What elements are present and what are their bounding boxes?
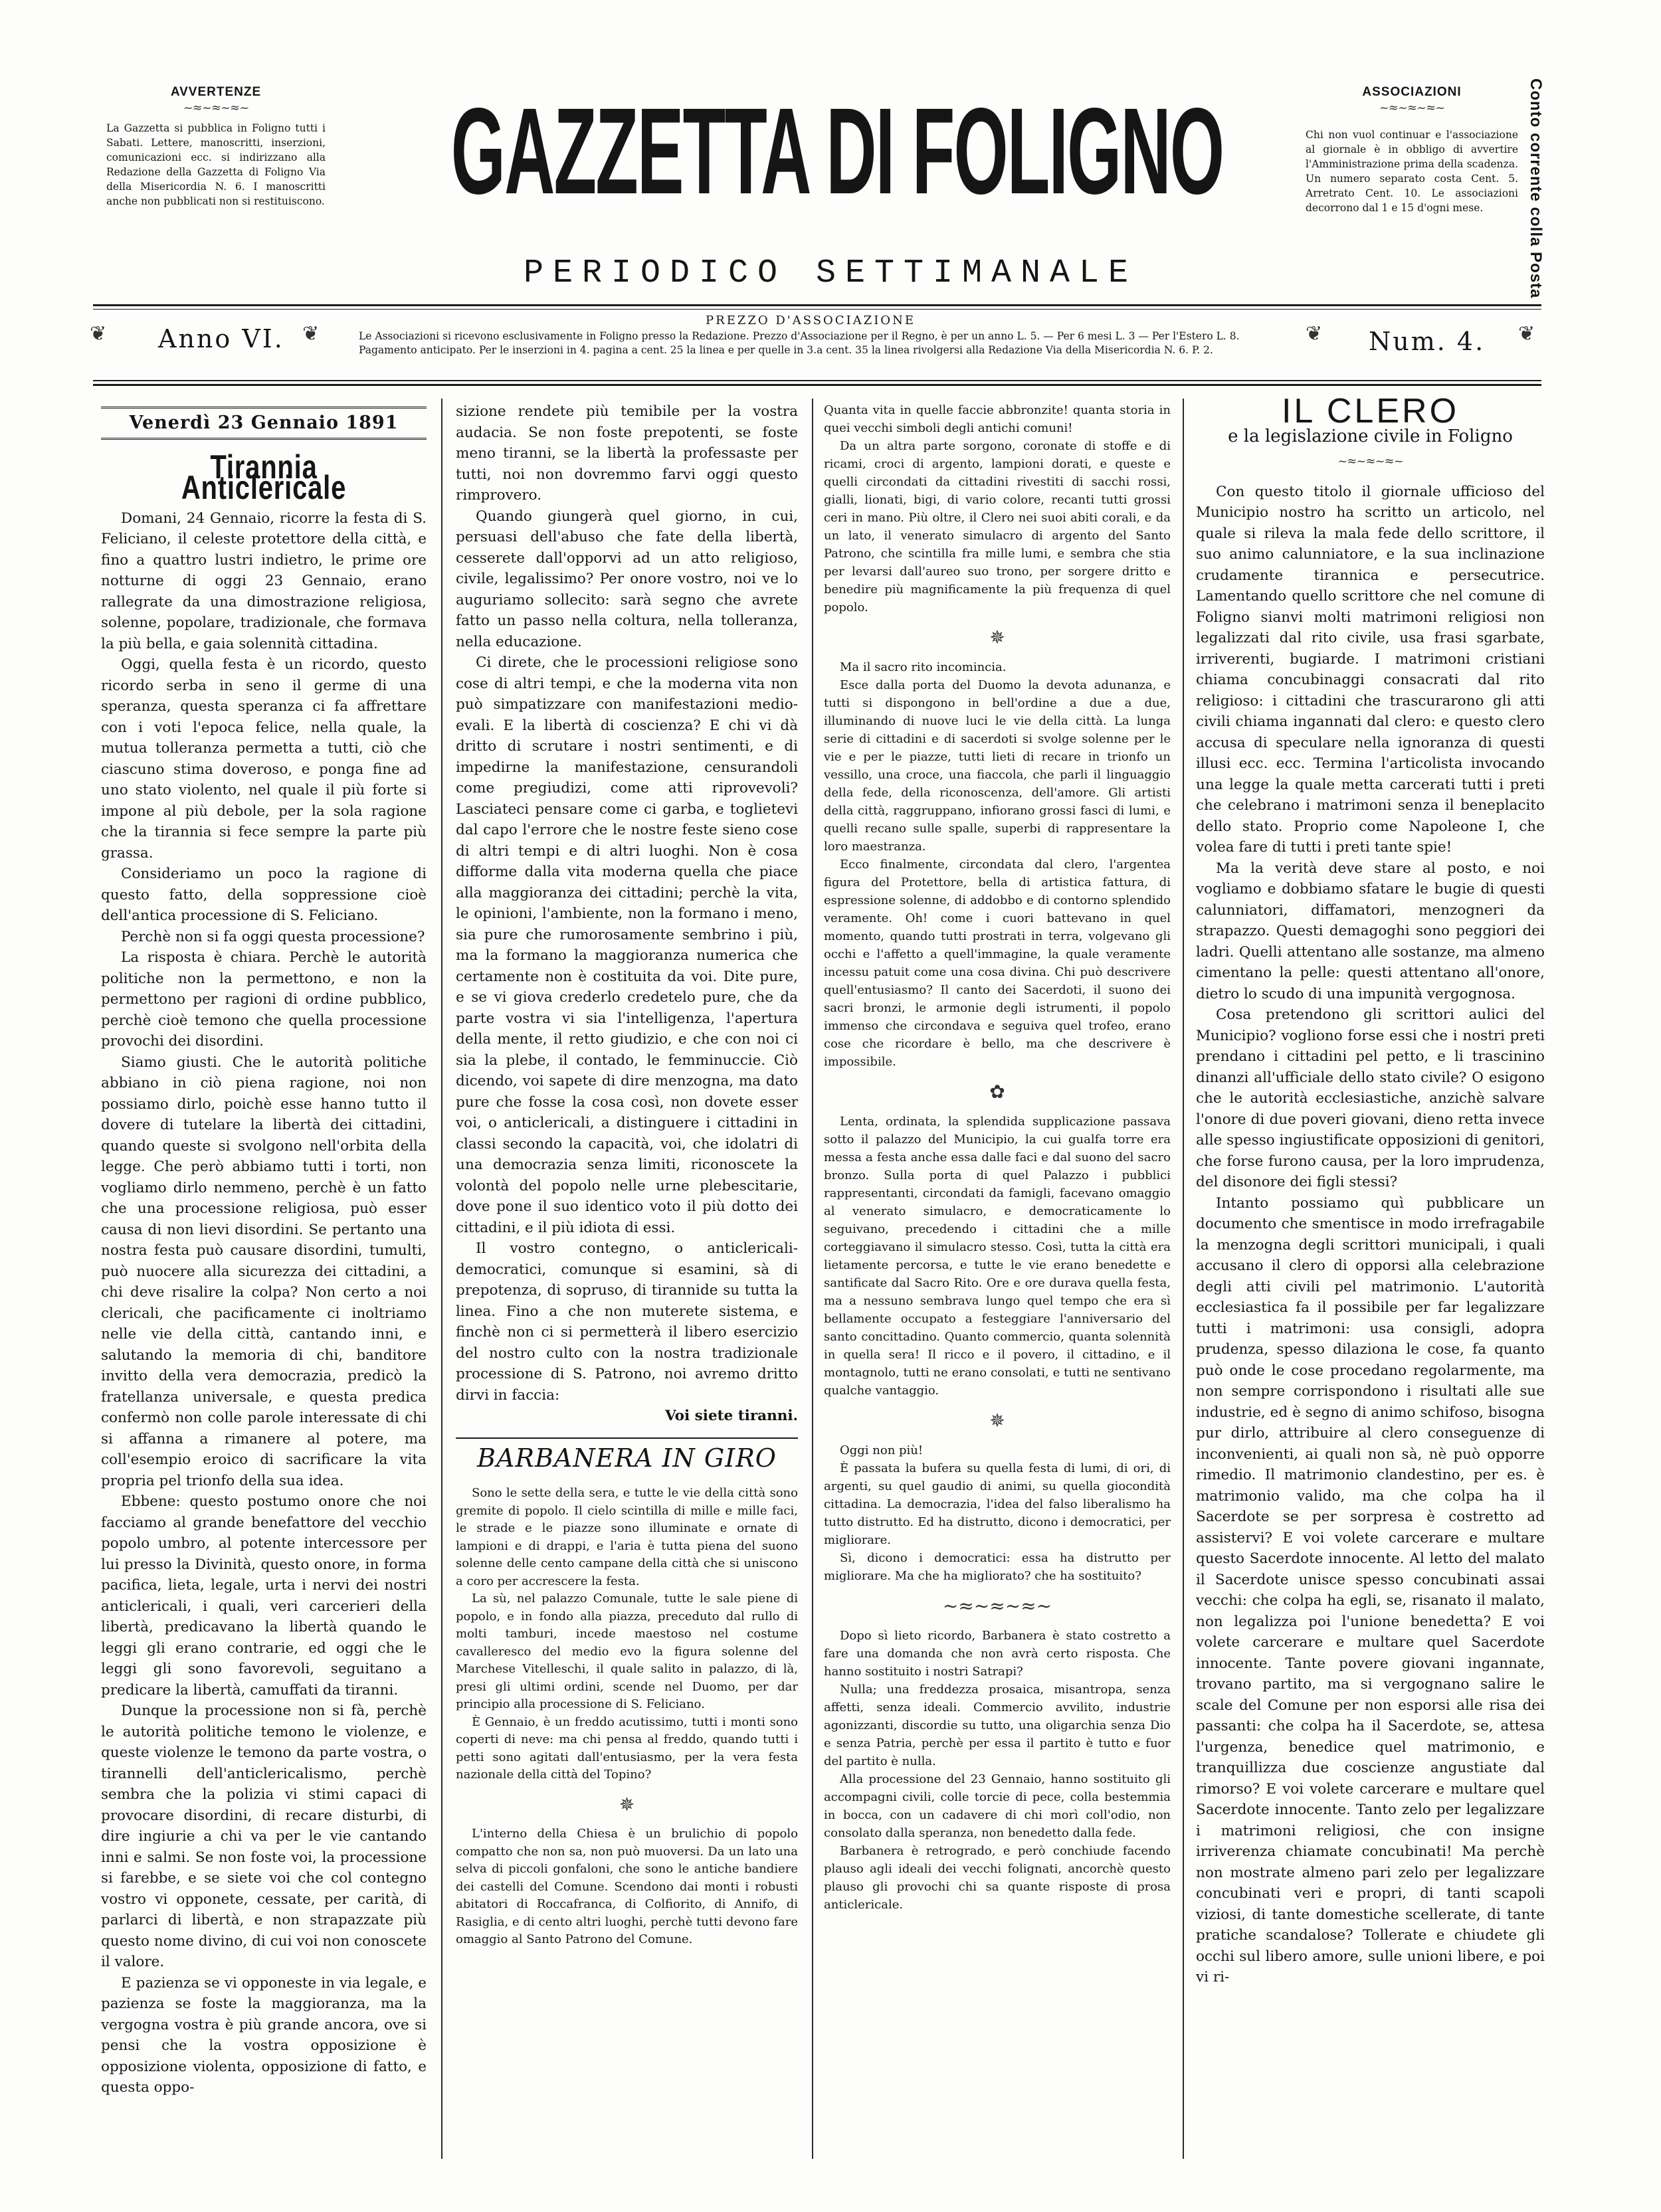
infobar-ornament-right: ❦ bbox=[1518, 322, 1535, 345]
paragraph: Intanto possiamo quì pubblicare un documento che smentisce in modo irrefragabile la menzogna degli scrittori municipali, i quali accusano il clero di opporsi alla celebrazione degli atti civili pel matrimonio. L'autorità ecclesiastica fa il possibile per far legalizzare tutti i matrimoni: usa consigli, adopra prudenza, spesso dilaziona le cose, fa quanto può onde le cose procedano regolarmente, ma non sempre corrispondono i risultati alle sue industrie, ed è segno di animo schifoso, bisogna pur dirlo, attribuire al clero conseguenze di inconvenienti, ai quali non sà, nè può opporre rimedio. Il matrimonio clandestino, per es. è matrimonio valido, ma che colpa ha il Sacerdote se per sorpresa è costretto ad assistervi? E voi volete carcerare e multare questo Sacerdote innocente. Al letto del malato il Sacerdote unisce spesso concubinati assai vecchi: che colpa ha egli, se, risanato il malato, non legalizza poi l'unione benedetta? E voi volete carcerare e multare quel Sacerdote innocente. Tante povere giovani ingannate, trovano partito, ma si vergognano salire le scale del Comune per non esporsi alle risa dei passanti: che colpa ha il Sacerdote, se, attesa l'urgenza, benedice quel matrimonio, e tranquillizza due coscienze angustiate dal rimorso? E voi volete carcerare e multare quel Sacerdote innocente. Tanto zelo per legalizzare i matrimoni religiosi, che con insigne irriverenza chiamate concubinati! Ma perchè non mostrate almeno pari zelo per legalizzare concubinati veri e propri, di tanti scapoli viziosi, di tante domestiche scellerate, di tante pratiche scandalose? Tollerate e chiudete gli occhi sul libero amore, sulle unioni libere, e poi vi ri- bbox=[1196, 1194, 1545, 1985]
avvertenze-heading: AVVERTENZE bbox=[170, 85, 262, 99]
infobar-ornament-right-2: ❦ bbox=[1306, 322, 1323, 345]
numero-label: Num. 4. bbox=[1369, 327, 1486, 356]
paragraph: Dunque la processione non si fà, perchè le autorità politiche temono le violenze, e queste violenze le temono da parte vostra, o tirannelli dell'anticlericalismo, perchè sembra che la polizia vi stimi capaci di provocare disordini, di recare disturbi, di dire ingiurie a chi va per le vie cantando inni e salmi. Se non foste voi, la processione si farebbe, e se siete voi che col contegno vostro vi opponete, cessate, per carità, di parlarci di libertà, e non strapazzate più questo nome divino, di cui voi non conoscete il valore. bbox=[101, 1703, 427, 1970]
paragraph: Da un altra parte sorgono, coronate di stoffe e di ricami, croci di argento, lampioni dorati, e queste e quelli circondati da cittadini rivestiti di sacchi rossi, gialli, lionati, bigi, di vario colore, recanti tutti grossi ceri in mano. Più oltre, il Clero nei suoi abiti corali, e da un lato, il venerato simulacro di argento del Santo Patrono, che scintilla fra mille lumi, e sembra che stia per levarsi dall'aureo suo trono, per sorgere dritto e benedire più magnificamente la più frequenza di quel popolo. bbox=[824, 439, 1171, 614]
paragraph: Consideriamo un poco la ragione di questo fatto, della soppressione cioè dell'antica processione di S. Feliciano. bbox=[101, 866, 427, 924]
associazioni-heading: ASSOCIAZIONI bbox=[1362, 85, 1462, 99]
paragraph: È Gennaio, è un freddo acutissimo, tutti i monti sono coperti di neve: ma chi pensa al freddo, quando tutti i petti sono agitati dall'entusiasmo, per la vera festa nazionale della città del Topino? bbox=[456, 1714, 798, 1782]
article-divider bbox=[456, 1437, 798, 1439]
paragraph: sizione rendete più temibile per la vostra audacia. Se non foste prepotenti, se foste meno tiranni, se la libertà la professaste per tutti, noi non dovremmo farvi oggi questo rimprovero. bbox=[456, 403, 798, 504]
paragraph: Ma la verità deve stare al posto, e noi vogliamo e dobbiamo sfatare le bugie di questi calunniatori, diffamatori, menzogneri da strapazzo. Questi demagoghi sono peggiori dei ladri. Quelli attentano alle sostanze, ma almeno cimentano la pelle: questi attentano all'onore, dietro lo scudo di una impunità vergognosa. bbox=[1196, 860, 1545, 1002]
title-ornament: ~≈~≈~≈~ bbox=[1337, 454, 1403, 468]
paragraph: Quanta vita in quelle faccie abbronzite! quanta storia in quei vecchi simboli degli antichi comuni! bbox=[824, 403, 1171, 435]
paragraph: Ma il sacro rito incomincia. bbox=[840, 660, 1007, 674]
paragraph: Siamo giusti. Che le autorità politiche abbiano in ciò piena ragione, noi non possiamo dirlo, poichè esse hanno tutto il dovere di tutelare la libertà dei cittadini, quando queste si svolgono nell'orbita della legge. Che però abbiamo tutti i torti, non vogliamo dirlo nemmeno, perchè è un fatto che una processione religiosa, può esser causa di non lievi disordini. Se pertanto una nostra festa può causare disordini, tumulti, può nuocere alla sicurezza dei cittadini, a chi deve risalire la colpa? Non certo a noi clericali, che pacificamente ci inoltriamo nelle vie della città, cantando inni, e salutando la memoria di chi, banditore invitto della vera democrazia, predicò la fratellanza universale, e questa predica confermò non colle parole interessate di chi si affanna a rimanere al potere, ma coll'esempio eroico di sacrificare la vita propria pel trionfo della sua idea. bbox=[101, 1054, 427, 1489]
column-separator-1 bbox=[441, 399, 442, 2159]
header-rule-bottom-thick bbox=[93, 384, 1541, 386]
paragraph: Ci direte, che le processioni religiose sono cose di altri tempi, e che la moderna vita non può simpatizzare con manifestazioni medio-evali. E la libertà di coscienza? E chi vi dà dritto di scrutare i nostri sentimenti, e di impedirne la manifestazione, censurandoli come pregiudizi, come atti riprovevoli? Lasciateci pensare come ci garba, e toglietevi dal capo l'errore che le nostre feste sieno cose di altri tempi e di altri luoghi. Non è cosa difforme dalla vita moderna quella che piace alla maggioranza dei cittadini; perchè la vita, le opinioni, l'ambiente, non la formano i meno, sia pure che rumorosamente sembrino i più, ma la formano la maggioranza numerica che certamente non è costituita da voi. Dite pure, e se vi giova crederlo credetelo pure, che da parte vostra vi sia l'intelligenza, l'apertura della mente, il retto giudizio, e che con noi ci sia la plebe, il contado, le femminuccie. Ciò dicendo, voi sapete di dire menzogna, ma dato pure che fosse la cosa così, non dovete esser voi, o anticlericali, a distinguere i cittadini in classi secondo la capacità, voi, che idolatri di una democrazia senza limiti, riconoscete la volontà del popolo nelle urne plebescitarie, dove pone il suo identico voto il più dotto dei cittadini, e il più idiota di essi. bbox=[456, 654, 798, 1236]
column-separator-2 bbox=[812, 399, 813, 2159]
paragraph: Con questo titolo il giornale ufficioso del Municipio nostro ha scritto un articolo, nel quale si rileva la mala fede dello scrittore, il suo animo calunniatore, e la sua inclinazione crudamente tirannica e persecutrice. Lamentando quello scrittore che nel comune di Foligno sianvi molti matrimoni religiosi non legalizzati dal rito civile, usa frasi sgarbate, irriverenti, bugiarde. I matrimoni cristiani chiama concubinaggi consacrati dal rito religioso: i cittadini che trascurarono gli atti civili chiama ingannati dal clero: e questo clero accusa di speculare nella ignoranza di questi illusi ecc. ecc. Termina l'articolista invocando una legge la quale metta carcerati tutti i preti che celebrano i matrimoni senza il beneplacito dello stato. Proprio come Napoleone I, che volea fare di tutti i preti tante spie! bbox=[1196, 483, 1545, 856]
issue-date: Venerdì 23 Gennaio 1891 bbox=[101, 407, 427, 440]
anno-label: Anno VI. bbox=[158, 324, 284, 353]
section-ornament: ✵ bbox=[989, 1410, 1005, 1431]
paragraph: Esce dalla porta del Duomo la devota adunanza, e tutti si dispongono in bell'ordine a due a due, illuminando di nuove luci le vie della città. La lunga serie di cittadini e di sacerdoti si svolge solenne per le vie e per le piazze, tutti lieti di recare in trionfo un vessillo, una croce, una fiaccola, che parli il linguaggio della fede, della riconoscenza, dell'amore. Gli artisti della città, raggruppano, infiorano grossi fasci di lumi, e quelli recano sulle spalle, superbi di rappresentare la loro maestranza. bbox=[824, 678, 1171, 854]
column-2 bbox=[456, 401, 798, 1949]
paragraph: Quando giungerà quel giorno, in cui, persuasi dell'abuso che fate della libertà, cesserete dall'opporvi ad un atto religioso, civile, legalissimo? Per onore vostro, noi ve lo auguriamo sollecito: sarà segno che avrete fatto un passo nella coltura, nella tolleranza, nella educazione. bbox=[456, 507, 798, 650]
section-ornament: ✵ bbox=[989, 626, 1005, 648]
paragraph: La sù, nel palazzo Comunale, tutte le sale piene di popolo, e in fondo alla piazza, preceduto dal rullo di molti tamburi, incede maestoso nel costume cavalleresco del medio evo la figura solenne del Marchese Vitelleschi, il quale salito in palazzo, di là, presi gli ultimi ordini, scende nel Duomo, per dar principio alla processione di S. Feliciano. bbox=[456, 1592, 798, 1711]
masthead-title: GAZZETTA DI FOLIGNO bbox=[450, 83, 1224, 220]
header-rule-bottom bbox=[93, 380, 1541, 381]
paragraph: Ecco finalmente, circondata dal clero, l'argentea figura del Protettore, bella di artistica fattura, di espressione solenne, di addobbo e di contorno splendido veramente. Oh! come i cuori battevano in quel momento, quando tutti prostrati in terra, volgevano gli occhi e l'affetto a quell'immagine, la quale veramente incessu patuit come una cosa divina. Chi può descrivere quell'entusiasmo? Il canto dei Sacerdoti, il suono dei sacri bronzi, le armonie degli istrumenti, il popolo immenso che circondava e seguiva quel trofeo, erano cose che ricordare è bello, ma che descrivere è impossibile. bbox=[824, 858, 1171, 1069]
article-title-barbanera: BARBANERA IN GIRO bbox=[477, 1443, 777, 1473]
paragraph: E pazienza se vi opponeste in via legale, e pazienza se foste la maggioranza, ma la vergogna vostra è più grande ancora, ove si pensi che la vostra opposizione è opposizione violenta, opposizione di fatto, e questa oppo- bbox=[101, 1974, 427, 2096]
header-rule-top-thin bbox=[93, 309, 1541, 310]
paragraph: Alla processione del 23 Gennaio, hanno sostituito gli accompagni civili, colle torcie di pece, colla bestemmia in bocca, con un cadavere di chi morì coll'odio, non consolato dalla speranza, non benedetto dalla fede. bbox=[824, 1772, 1171, 1840]
paragraph: Ebbene: questo postumo onore che noi facciamo al grande benefattore del vecchio popolo umbro, al potente intercessore per lui presso la Divinità, questo onore, in forma pacifica, lieta, legale, urta i nervi dei nostri anticlericali, i quali, veri carcerieri della libertà, predicavano la libertà quando le leggi gli erano contrarie, ed oggi che le leggi gli sono favorevoli, seguitano a predicare la libertà, camuffati da tiranni. bbox=[101, 1493, 427, 1699]
article-title-tirannia: Tirannia Anticlericale bbox=[181, 448, 347, 506]
associazioni-ornament: ~≈~≈~≈~ bbox=[1379, 101, 1445, 115]
paragraph: È passata la bufera su quella festa di lumi, di ori, di argenti, su quel gaudio di animi, su quella giocondità cittadina. La democrazia, l'idea del falso liberalismo ha tutto distrutto. Ed ha distrutto, dicono i democratici, per migliorare. bbox=[824, 1461, 1171, 1547]
paragraph: La risposta è chiara. Perchè le autorità politiche non la permettono, e non la permettono per ragioni di ordine pubblico, perchè cioè temono che quella processione provochi dei disordini. bbox=[101, 949, 427, 1050]
paragraph: L'interno della Chiesa è un brulichio di popolo compatto che non sa, non può muoversi. Da un lato una selva di piccoli gonfaloni, che sono le antiche bandiere dei castelli del Comune. Scendono dai monti i robusti abitatori di Roccafranca, di Colfiorito, di Annifo, di Rasiglia, e di cento altri luoghi, perchè tutti devono fare omaggio al Santo Patrono del Comune. bbox=[456, 1827, 798, 1946]
article-title-clero: IL CLERO bbox=[1281, 392, 1460, 430]
paragraph: Barbanera è retrogrado, e però conchiude facendo plauso agli ideali dei vecchi folignati, ancorchè questo plauso gli provochi chi sa quante risposte di prosa anticlericale. bbox=[824, 1844, 1171, 1912]
paragraph: Dopo sì lieto ricordo, Barbanera è stato costretto a fare una domanda che non avrà certo risposta. Che hanno sostituito i nostri Satrapi? bbox=[824, 1629, 1171, 1679]
paragraph: Sono le sette della sera, e tutte le vie della città sono gremite di popolo. Il cielo scintilla di mille e mille faci, le strade e le piazze sono illuminate e ornate di lampioni e di drappi, e l'aria è tutta piena del suono solenne delle cento campane della città che si uniscono a coro per accrescere la festa. bbox=[456, 1486, 798, 1588]
header-rule-top bbox=[93, 304, 1541, 306]
article-subtitle-clero: e la legislazione civile in Foligno bbox=[1228, 426, 1513, 446]
prezzo-text: Le Associazioni si ricevono esclusivamente in Foligno presso la Redazione. Prezzo d'Associazione per il Regno, è per un anno L. 5. — Per 6 mesi L. 3 — Per l'Estero L. 8. Pagamento anticipato. Per le inserzioni in 4. pagina a cent. 25 la linea e per quelle in 3.a cent. 35 la linea rivolgersi alla Redazione Via della Misericordia N. 6. P. 2. bbox=[359, 330, 1240, 356]
paragraph: Nulla; una freddezza prosaica, misantropa, senza affetti, senza ideali. Commercio avvilito, industrie agonizzanti, discordie su tutto, una oligarchia senza Dio e senza Patria, perchè per essa il partito è tutto e fuor del partito è nulla. bbox=[824, 1683, 1171, 1768]
paragraph: Sì, dicono i democratici: essa ha distrutto per migliorare. Ma che ha migliorato? che ha sostituito? bbox=[824, 1551, 1171, 1583]
paragraph: Perchè non si fa oggi questa processione? bbox=[121, 928, 425, 945]
paragraph: Domani, 24 Gennaio, ricorre la festa di S. Feliciano, il celeste protettore della città, e fino a quattro lustri indietro, le prime ore notturne di oggi 23 Gennaio, erano rallegrate da una dimostrazione religiosa, solenne, popolare, tradizionale, che formava la più bella, e gaia solennità cittadina. bbox=[101, 509, 427, 652]
paragraph: Il vostro contegno, o anticlericali-democratici, comunque si esamini, sà di prepotenza, di sopruso, di tirannide su tutta la linea. Fino a che non muterete sistema, e finchè non ci si permetterà il libero esercizio del nostro culto con la nostra tradizionale processione di S. Patrono, noi avremo dritto dirvi in faccia: bbox=[456, 1240, 798, 1404]
avvertenze-ornament: ~≈~≈~≈~ bbox=[183, 101, 249, 115]
paragraph: Oggi non più! bbox=[840, 1443, 924, 1457]
column-1 bbox=[101, 407, 427, 2098]
article-signoff: Voi siete tiranni. bbox=[664, 1408, 798, 1424]
avvertenze-text: La Gazzetta si pubblica in Foligno tutti i Sabati. Lettere, manoscritti, inserzioni, comunicazioni ecc. si indirizzano alla Redazione della Gazzetta di Foligno Via della Misericordia N. 6. I manoscritti anche non pubblicati non si restituiscono. bbox=[106, 122, 326, 207]
paragraph: Cosa pretendono gli scrittori aulici del Municipio? vogliono forse essi che i nostri preti prendano i cittadini pel petto, e li trascinino dinanzi all'ufficiale dello stato civile? O esigono che le autorità ecclesiastiche, anzichè salvare l'onore di due poveri giovani, dieno retta invece alle spesso ingiustificate opposizioni di genitori, che forse furono causa, per la loro imprudenza, del disonore dei figli stessi? bbox=[1196, 1006, 1545, 1190]
associazioni-text: Chi non vuol continuar e l'associazione al giornale è in obbligo di avvertire l'Amministrazione prima della scadenza. Un numero separato costa Cent. 5. Arretrato Cent. 10. Le associazioni decorrono dal 1 e 15 d'ogni mese. bbox=[1306, 129, 1518, 214]
column-4 bbox=[1196, 392, 1545, 1988]
column-3 bbox=[824, 401, 1171, 1914]
section-ornament: ~≈~≈~≈~ bbox=[942, 1595, 1052, 1617]
paragraph: Lenta, ordinata, la splendida supplicazione passava sotto il palazzo del Municipio, la cui gualfa torre era messa a festa anche essa dalle faci e dal suono del sacro bronzo. Sulla porta di quel Palazzo i pubblici rappresentanti, circondati da famigli, facevano omaggio al venerato simulacro, e democraticamente lo seguivano, precedendo i cittadini che a mille corteggiavano il simulacro stesso. Così, tutta la città era lietamente percorsa, e tutte le vie erano benedette e santificate dal Sacro Rito. Ore e ore durava quella festa, ma a nessuno sembrava lungo quel tempo che era sì bellamente occupato a festeggiare l'anniversario del santo concittadino. Quanto commercio, quanta solennità in quella sera! Il ricco e il povero, il cittadino, e il montagnolo, tutti ne erano consolati, e tutti ne sentivano qualche vantaggio. bbox=[824, 1115, 1171, 1398]
masthead-subtitle: PERIODICO SETTIMANALE bbox=[523, 254, 1138, 292]
infobar-ornament-left-2: ❦ bbox=[302, 322, 320, 345]
section-ornament: ✵ bbox=[619, 1793, 635, 1815]
postal-stamp: Conto corrente colla Posta bbox=[1527, 78, 1545, 299]
infobar-ornament-left: ❦ bbox=[90, 322, 107, 345]
prezzo-heading: PREZZO D'ASSOCIAZIONE bbox=[706, 314, 916, 327]
paragraph: Oggi, quella festa è un ricordo, questo ricordo serba in seno il germe di una speranza, questa speranza ci fa affrettare con i voti l'epoca felice, nella quale, la mutua tolleranza permetta a tutti, ciò che ciascuno stima doveroso, e ponga fine ad uno stato violento, nel quale il più forte si impone al più debole, per la sola ragione che la tirannia si fece sempre la parte più grassa. bbox=[101, 656, 427, 862]
section-ornament: ✿ bbox=[989, 1081, 1005, 1103]
column-separator-3 bbox=[1183, 399, 1184, 2159]
